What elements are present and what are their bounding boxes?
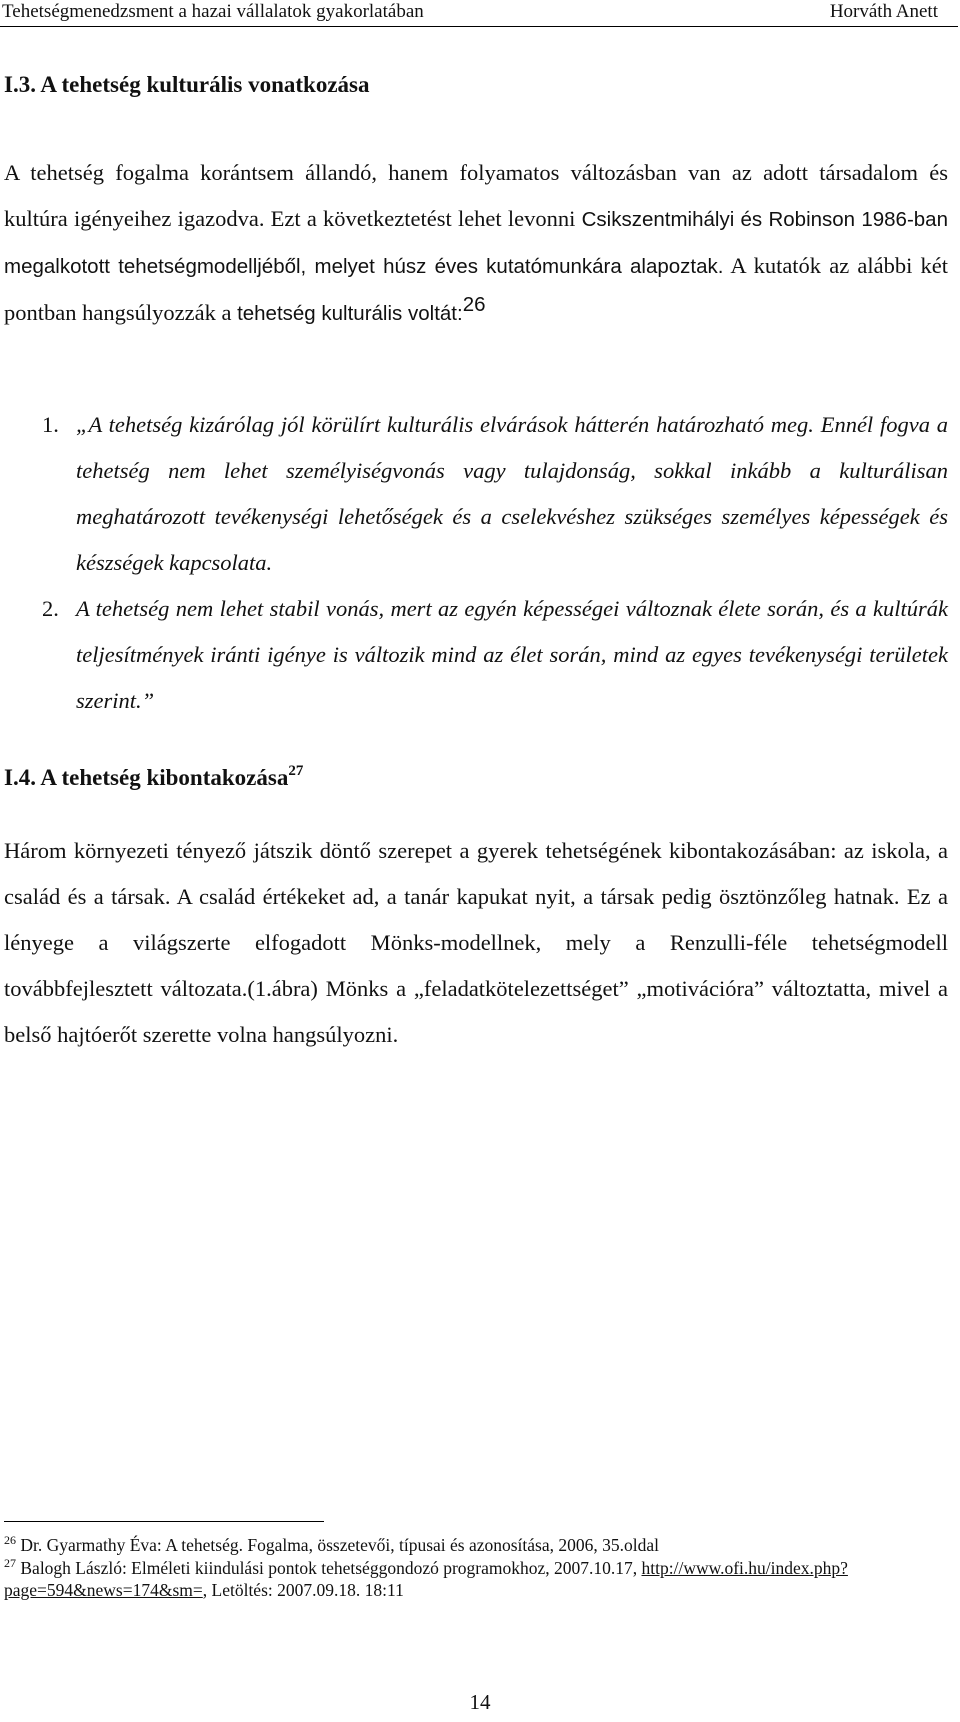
list-number: 1. <box>42 412 59 437</box>
paragraph-part: A kutatók az alábbi két pontban hangsúlyozzák a <box>4 253 948 325</box>
footnote <box>4 1534 948 1556</box>
section-1-4-paragraph: Három környezeti tényező játszik döntő szerepet a gyerek tehetségének kibontakozásában: az iskola, a család és a társak. A család értékeket ad, a tanár kapukat nyit, a társak pedig ösztönzőleg hatnak. Ez a lényege a világszerte elfogadott Mönks-modellnek, mely a Renzulli-féle tehetségmodell továbbfejlesztett változata.(1.ábra) Mönks a „feladatkötelezettséget” „motivációra” változtatta, mivel a belső hajtóerőt szerette volna hangsúlyozni. <box>4 838 948 1047</box>
page-number: 14 <box>469 1690 491 1714</box>
footnote-number: 26 <box>4 1533 16 1547</box>
list-number: 2. <box>42 596 59 621</box>
list-text: A tehetség nem lehet stabil vonás, mert az egyén képességei változnak élete során, és a kultúrák teljesítmények iránti igénye is változik mind az élet során, mind az egyes tevékenységi területek szerint.” <box>76 596 948 713</box>
page-header <box>0 0 958 27</box>
paragraph-part: A tehetség fogalma korántsem állandó, hanem folyamatos változásban van az adott társadalom és kultúra igényeihez igazodva. Ezt a következtetést lehet levonni <box>4 160 948 231</box>
header-author: Horváth Anett <box>829 1 938 22</box>
list-item <box>4 402 948 586</box>
section-heading-1-3: I.3. A tehetség kulturális vonatkozása <box>4 72 370 97</box>
heading-text: I.4. A tehetség kibontakozása <box>4 765 289 790</box>
footnote-text: Balogh László: Elméleti kiindulási pontok tehetséggondozó programokhoz, 2007.10.17, <box>16 1558 642 1578</box>
section-1-3-paragraph <box>4 150 948 337</box>
header-title: Tehetségmenedzsment a hazai vállalatok gyakorlatában <box>2 1 424 22</box>
section-heading-1-4 <box>4 756 303 793</box>
footnote-text: Dr. Gyarmathy Éva: A tehetség. Fogalma, összetevői, típusai és azonosítása, 2006, 35.oldal <box>16 1535 659 1555</box>
footnote-divider <box>4 1521 324 1522</box>
footnote-ref: 27 <box>288 763 304 779</box>
footnote-ref: 26 <box>462 293 486 316</box>
quote-list <box>4 402 948 724</box>
list-text: „A tehetség kizárólag jól körülírt kulturális elvárások hátterén határozható meg. Ennél fogva a tehetség nem lehet személyiségvonás vagy tulajdonság, sokkal inkább a kulturálisan meghatározott tevékenységi lehetőségek és a cselekvéshez szükséges személyes képességek és készségek kapcsolata. <box>76 412 948 575</box>
footnote-link[interactable]: http://www.ofi.hu/index.php?page=594&news=174&sm= <box>4 1558 848 1600</box>
footnote <box>4 1557 948 1601</box>
paragraph-part: tehetség kulturális voltát: <box>237 302 463 325</box>
footnote-text: , Letöltés: 2007.09.18. 18:11 <box>202 1580 404 1600</box>
paragraph-part: Csikszentmihályi és Robinson 1986-ban megalkotott tehetségmodelljéből, melyet húsz éves kutatómunkára alapoztak. <box>4 208 948 278</box>
list-item <box>4 586 948 724</box>
footnote-number: 27 <box>4 1556 16 1570</box>
